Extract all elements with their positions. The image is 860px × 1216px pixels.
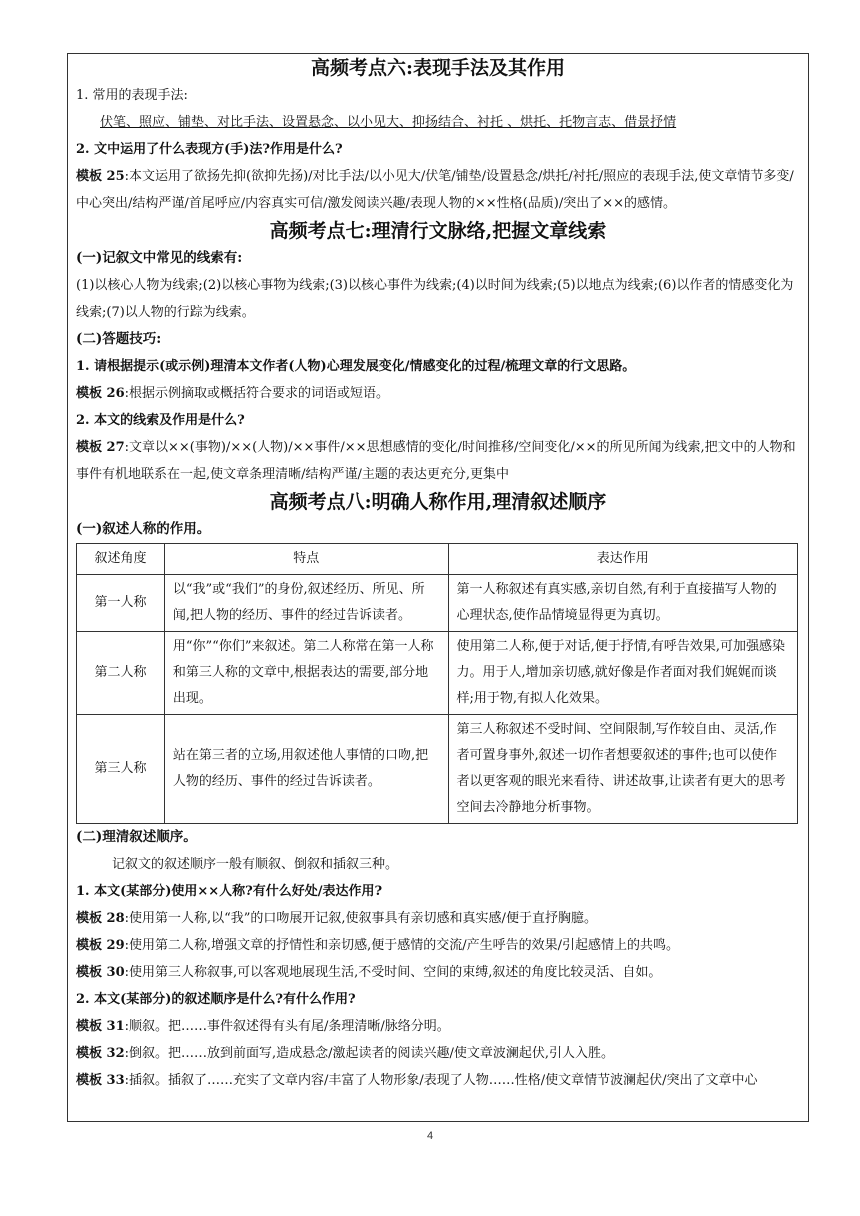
template-32-label: 模板 32: [76, 1046, 125, 1061]
template-32: [76, 1040, 800, 1067]
s8-sub1: (一)叙述人称的作用。: [76, 521, 211, 537]
template-31: [76, 1013, 800, 1040]
s6-methods: 伏笔、照应、铺垫、对比手法、设置悬念、以小见大、抑扬结合、衬托 、烘托、托物言志、借景抒情: [100, 115, 677, 130]
table-row: [77, 715, 798, 824]
template-27-label: 模板 27: [76, 440, 125, 455]
table-header: 表达作用: [448, 544, 797, 575]
s7-q2: 2. 本文的线索及作用是什么?: [76, 413, 245, 428]
table-cell: 第三人称叙述不受时间、空间限制,写作较自由、灵活,作者可置身事外,叙述一切作者想要叙述的事件;也可以使作者以更客观的眼光来看待、讲述故事,让读者有更大的思考空间去冷静地分析事物。: [448, 715, 797, 824]
template-30-text: :使用第三人称叙事,可以客观地展现生活,不受时间、空间的束缚,叙述的角度比较灵活、自如。: [124, 965, 662, 980]
template-33: [76, 1067, 800, 1094]
template-27-text: :文章以××(事物)/××(人物)/××事件/××思想感情的变化/时间推移/空间变化/××的所见所闻为线索,把文中的人物和事件有机地联系在一起,使文章条理清晰/结构严谨/主题的表达更充分,更集中: [76, 440, 796, 482]
section-8-title: 高频考点八:明确人称作用,理清叙述顺序: [269, 491, 607, 513]
template-30: [76, 959, 800, 986]
template-28: [76, 905, 800, 932]
table-cell: 使用第二人称,便于对话,便于抒情,有呼告效果,可加强感染力。用于人,增加亲切感,就好像是作者面对我们娓娓而谈样;用于物,有拟人化效果。: [448, 632, 797, 715]
table-cell: 第一人称叙述有真实感,亲切自然,有利于直接描写人物的心理状态,使作品情境显得更为真切。: [448, 575, 797, 632]
template-26-text: :根据示例摘取或概括符合要求的词语或短语。: [124, 386, 390, 401]
template-25: [76, 163, 800, 217]
s7-clues: (1)以核心人物为线索;(2)以核心事物为线索;(3)以核心事件为线索;(4)以时间为线索;(5)以地点为线索;(6)以作者的情感变化为线索;(7)以人物的行踪为线索。: [76, 278, 794, 320]
table-header: 特点: [164, 544, 448, 575]
template-29-label: 模板 29: [76, 938, 125, 953]
template-25-text: :本文运用了欲扬先抑(欲抑先扬)/对比手法/以小见大/伏笔/铺垫/设置悬念/烘托/衬托/照应的表现手法,使文章情节多变/中心突出/结构严谨/首尾呼应/内容真实可信/激发阅读兴趣/表现人物的××性格(品质)/突出了××的感情。: [76, 169, 794, 211]
person-table: [76, 543, 798, 824]
table-cell: 用“你”“你们”来叙述。第二人称常在第一人称和第三人称的文章中,根据表达的需要,部分地出现。: [164, 632, 448, 715]
template-26-label: 模板 26: [76, 386, 125, 401]
content-frame: [67, 53, 809, 1122]
table-row: [77, 575, 798, 632]
template-27: [76, 434, 800, 488]
s8-q2: 2. 本文(某部分)的叙述顺序是什么?有什么作用?: [76, 992, 356, 1007]
template-28-label: 模板 28: [76, 911, 125, 926]
template-33-label: 模板 33: [76, 1073, 125, 1088]
table-header-row: [77, 544, 798, 575]
s8-sub2: (二)理清叙述顺序。: [76, 829, 197, 845]
s8-order-intro: 记叙文的叙述顺序一般有顺叙、倒叙和插叙三种。: [112, 857, 399, 872]
page-content: [76, 54, 800, 1094]
s6-q1: 1. 常用的表现手法:: [76, 88, 188, 103]
table-row: [77, 632, 798, 715]
table-cell: 以“我”或“我们”的身份,叙述经历、所见、所闻,把人物的经历、事件的经过告诉读者。: [164, 575, 448, 632]
table-cell: 第二人称: [77, 632, 165, 715]
template-30-label: 模板 30: [76, 965, 125, 980]
page-number: 4: [426, 1130, 434, 1142]
section-6-title: 高频考点六:表现手法及其作用: [310, 57, 565, 79]
template-29: [76, 932, 800, 959]
s7-q1: 1. 请根据提示(或示例)理清本文作者(人物)心理发展变化/情感变化的过程/梳理文章的行文思路。: [76, 359, 636, 374]
section-7-title: 高频考点七:理清行文脉络,把握文章线索: [269, 220, 607, 242]
template-33-text: :插叙。插叙了……充实了文章内容/丰富了人物形象/表现了人物……性格/使文章情节波澜起伏/突出了文章中心: [124, 1073, 758, 1088]
template-32-text: :倒叙。把……放到前面写,造成悬念/激起读者的阅读兴趣/使文章波澜起伏,引人入胜。: [124, 1046, 615, 1061]
s6-q2: 2. 文中运用了什么表现方(手)法?作用是什么?: [76, 142, 343, 157]
template-29-text: :使用第二人称,增强文章的抒情性和亲切感,便于感情的交流/产生呼告的效果/引起感情上的共鸣。: [124, 938, 680, 953]
table-cell: 站在第三者的立场,用叙述他人事情的口吻,把人物的经历、事件的经过告诉读者。: [164, 715, 448, 824]
s7-sub2: (二)答题技巧:: [76, 331, 162, 347]
template-28-text: :使用第一人称,以“我”的口吻展开记叙,使叙事具有亲切感和真实感/便于直抒胸臆。: [124, 911, 597, 926]
s8-q1: 1. 本文(某部分)使用××人称?有什么好处/表达作用?: [76, 884, 383, 899]
table-cell: 第三人称: [77, 715, 165, 824]
s7-sub1: (一)记叙文中常见的线索有:: [76, 250, 243, 266]
table-header: 叙述角度: [77, 544, 165, 575]
template-31-text: :顺叙。把……事件叙述得有头有尾/条理清晰/脉络分明。: [124, 1019, 450, 1034]
table-cell: 第一人称: [77, 575, 165, 632]
template-31-label: 模板 31: [76, 1019, 125, 1034]
template-25-label: 模板 25: [76, 169, 125, 184]
template-26: [76, 380, 800, 407]
